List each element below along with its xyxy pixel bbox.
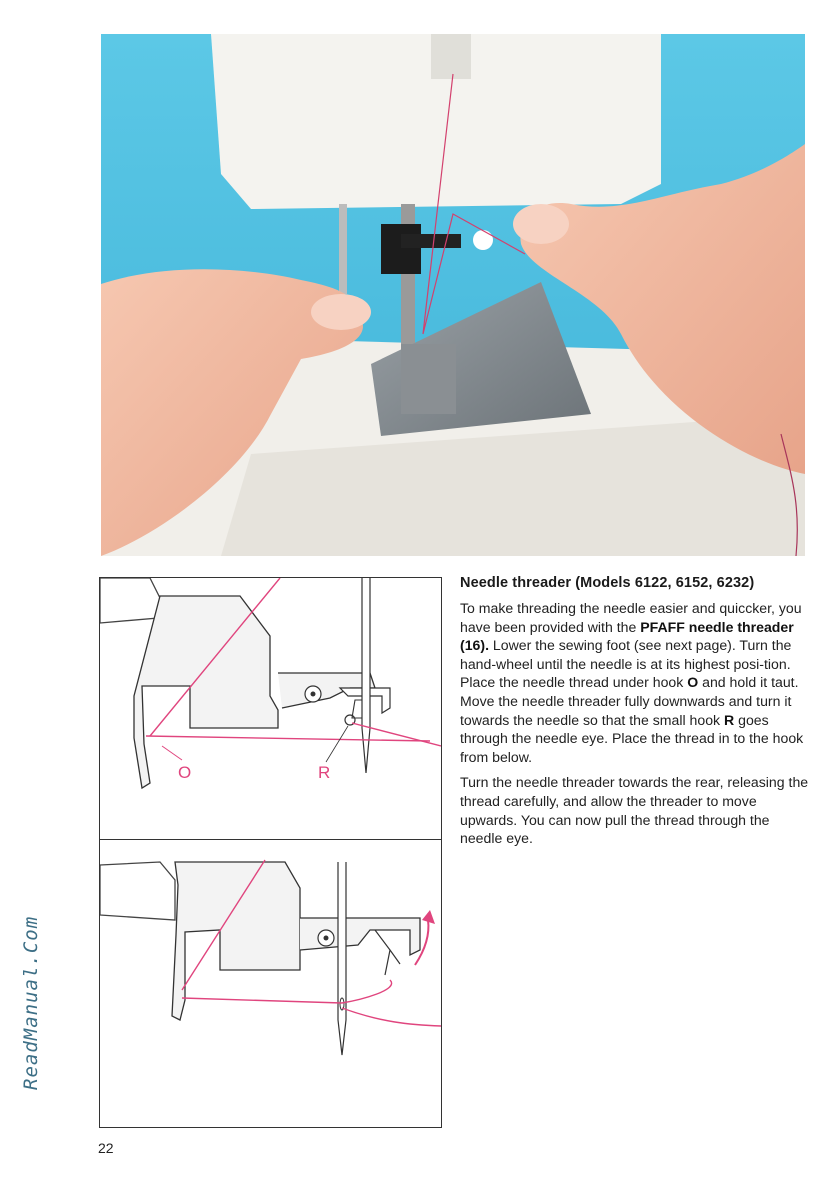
text-run: goes through the needle eye. Place the thread in to the hook from below. [460, 711, 804, 765]
instruction-paragraph-1 [460, 599, 810, 766]
page-number: 22 [98, 1140, 114, 1156]
instructions-column [460, 573, 810, 855]
threading-photo [101, 34, 805, 556]
watermark: ReadManual.Com [20, 915, 42, 1090]
text-run: To make threading the needle easier and quiccker, you have been provided with the [460, 600, 802, 635]
diagram-threader-released [99, 840, 442, 1128]
text-run: Lower the sewing foot (see next page). Turn the hand-wheel until the needle is at its highest posi-tion. Place the needle thread under hook [460, 637, 792, 691]
hook-r-label: R [318, 763, 331, 782]
diagram-threader-lowered [99, 577, 442, 840]
section-title: Needle threader (Models 6122, 6152, 6232) [460, 575, 755, 591]
instruction-paragraph-2: Turn the needle threader towards the rear, releasing the thread carefully, and allow the threader to move upwards. You can now pull the thread through the needle eye. [460, 774, 809, 847]
emphasis-threader: PFAFF needle threader (16). [460, 618, 794, 654]
text-run: and hold it taut. Move the needle threader fully downwards and turn it towards the needle so that the small hook [460, 674, 799, 728]
emphasis-hook-o: O [687, 674, 699, 691]
hook-o-label: O [178, 763, 192, 782]
emphasis-hook-r: R [724, 711, 735, 728]
